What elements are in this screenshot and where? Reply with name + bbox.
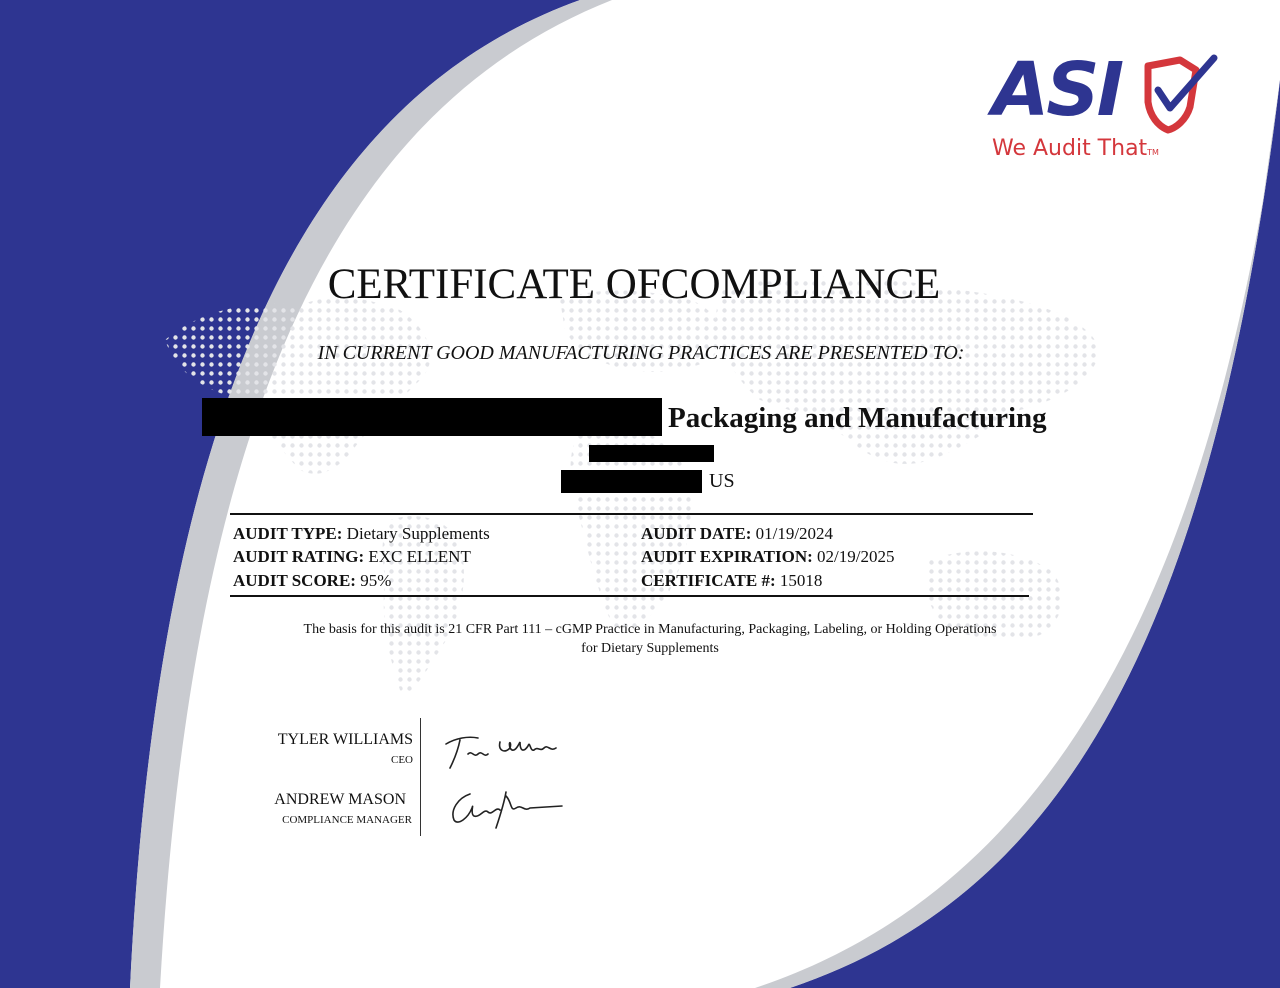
- right-navy-swoosh: [790, 80, 1280, 988]
- redacted-address-line: [589, 445, 714, 462]
- logo-brand: ASI: [992, 47, 1122, 133]
- basis-line-2: for Dietary Supplements: [581, 641, 719, 656]
- logo-tagline: We Audit That™: [992, 136, 1159, 161]
- signatory-name: TYLER WILLIAMS: [277, 731, 413, 748]
- audit-score: AUDIT SCORE: 95%: [233, 571, 392, 590]
- shield-check-icon: [1138, 52, 1218, 134]
- signature-divider: [420, 718, 421, 836]
- certificate-number: CERTIFICATE #: 15018: [641, 571, 823, 590]
- certificate-title: CERTIFICATE OFCOMPLIANCE: [327, 261, 941, 308]
- signatory-role: CEO: [391, 754, 413, 766]
- left-navy-swoosh: [0, 0, 580, 988]
- redacted-city-state: [561, 470, 702, 493]
- audit-top-rule: [230, 513, 1033, 515]
- redacted-company-name: [202, 398, 662, 436]
- compliance-manager-signature: [440, 784, 570, 834]
- ceo-signature: [438, 724, 568, 774]
- audit-basis-statement: [200, 620, 1100, 658]
- signatory-role: COMPLIANCE MANAGER: [282, 814, 412, 826]
- audit-bottom-rule: [230, 595, 1029, 597]
- signatory-name: ANDREW MASON: [274, 791, 406, 808]
- audit-expiration: AUDIT EXPIRATION: 02/19/2025: [641, 547, 895, 566]
- trademark-symbol: TM: [1147, 148, 1159, 157]
- company-name-suffix: Packaging and Manufacturing: [668, 402, 1047, 434]
- audit-date: AUDIT DATE: 01/19/2024: [641, 524, 834, 543]
- country: US: [709, 470, 735, 492]
- audit-type: AUDIT TYPE: Dietary Supplements: [233, 524, 490, 543]
- basis-line-1: The basis for this audit is 21 CFR Part 111 – cGMP Practice in Manufacturing, Packaging, Labeling, or Holding Operations: [303, 622, 997, 637]
- audit-rating: AUDIT RATING: EXC ELLENT: [233, 547, 471, 566]
- certificate-subtitle: IN CURRENT GOOD MANUFACTURING PRACTICES ARE PRESENTED TO:: [317, 342, 965, 364]
